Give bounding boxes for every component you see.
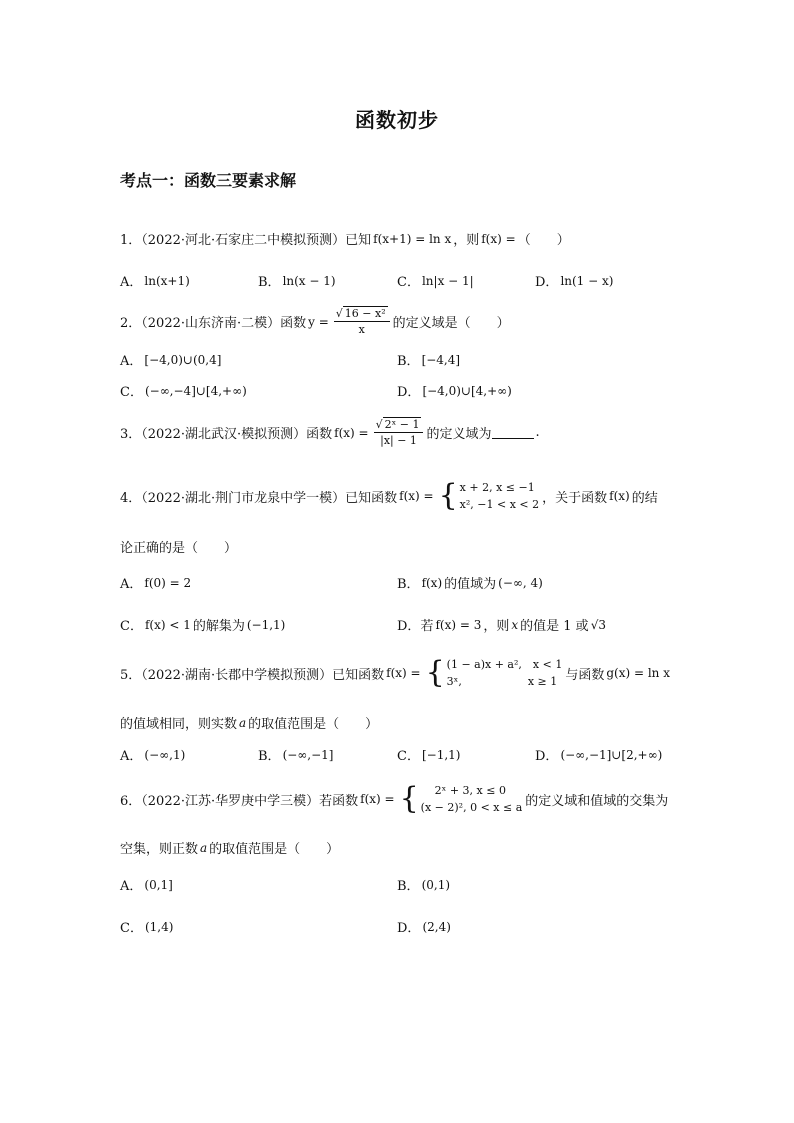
q5-stem: 5．（2022·湖南·长郡中学模拟预测）已知函数 (120, 667, 385, 683)
q4-stem: 4．（2022·湖北·荆门市龙泉中学一模）已知函数 (120, 490, 398, 506)
q3-tail: . (535, 425, 540, 440)
q5-piecewise: { (1 − a)x + a², x < 1 3ˣ, x ≥ 1 (425, 655, 563, 690)
q5-option-d: D． (−∞,−1]∪[2,+∞) (535, 747, 663, 764)
q5-option-c: C． [−1,1) (397, 747, 461, 764)
q2-denominator: x (358, 323, 365, 336)
q5-mid: 与函数 (565, 667, 605, 683)
q6-line-2: 空集，则正数 a 的取值范围是（ ） (120, 840, 340, 857)
q4-fx: f(x) (609, 489, 630, 503)
q1-option-b: B． ln(x − 1) (258, 273, 336, 290)
q6-option-a: A． (0,1] (120, 877, 173, 894)
q4-option-b: B． f(x) 的值域为 (−∞, 4) (397, 575, 543, 592)
q1-math2: f(x) = (481, 231, 516, 246)
q2-lhs: y = (308, 314, 329, 329)
page-title: 函数初步 (355, 108, 439, 132)
q3-denominator: |x| − 1 (380, 434, 417, 447)
q5-option-b: B． (−∞,−1] (258, 747, 334, 764)
q5-case-1: (1 − a)x + a², x < 1 (446, 658, 563, 671)
q6-option-b: B． (0,1) (397, 877, 451, 894)
q1-option-d: D． ln(1 − x) (535, 273, 614, 290)
q3-stem: 3．（2022·湖北武汉·模拟预测）函数 (120, 427, 333, 442)
q4-option-c: C． f(x) < 1 的解集为 (−1,1) (120, 617, 286, 634)
q5-lhs: f(x) = (386, 666, 421, 680)
q4-lhs: f(x) = (399, 489, 434, 503)
q4-end: 的结 (631, 490, 658, 506)
q2-option-c: C． (−∞,−4]∪[4,+∞) (120, 383, 247, 400)
question-1 (120, 229, 570, 248)
section-heading: 考点一：函数三要素求解 (120, 171, 297, 190)
q1-stem: 1．（2022·河北·石家庄二中模拟预测）已知 (120, 233, 372, 248)
q5-line-2: 的值域相同，则实数 a 的取值范围是（ ） (120, 715, 379, 732)
q3-answer-blank (492, 426, 534, 439)
q6-lhs: f(x) = (360, 792, 395, 806)
q4-line-2: 论正确的是（ ） (120, 541, 238, 556)
q1-end: （ ） (517, 233, 570, 248)
q2-stem: 2．（2022·山东济南·二模）函数 (120, 316, 307, 331)
q5-case-2: 3ˣ, x ≥ 1 (446, 675, 558, 688)
q2-fraction: $\frac{\text{√ 16 − x²}}{x}$ (334, 307, 390, 336)
q4-option-d: D． 若 f(x) = 3 ，则 x 的值是 1 或 √3 (397, 617, 606, 634)
q1-option-c: C． ln|x − 1| (397, 273, 474, 290)
q2-option-a: A． [−4,0)∪(0,4] (120, 352, 222, 369)
q2-numerator: 16 − x² (344, 307, 386, 320)
q3-numerator: 2ˣ − 1 (384, 418, 420, 431)
q1-math1: f(x+1) = ln x (373, 231, 452, 246)
q1-mid: ，则 (453, 233, 480, 248)
q4-piecewise: { x + 2, x ≤ −1 x², −1 < x < 2 (438, 478, 540, 513)
q6-option-c: C． (1,4) (120, 919, 174, 936)
q3-lhs: f(x) = (334, 425, 369, 440)
question-6 (120, 782, 668, 816)
q6-piecewise: { 2ˣ + 3, x ≤ 0 (x − 2)², 0 < x ≤ a (399, 781, 523, 816)
q5-option-a: A． (−∞,1) (120, 747, 186, 764)
q4-mid: ，关于函数 (542, 490, 608, 506)
q6-case-1: 2ˣ + 3, x ≤ 0 (434, 784, 506, 797)
q2-end: 的定义域是（ ） (392, 316, 510, 331)
q6-end: 的定义域和值域的交集为 (525, 793, 669, 809)
q3-fraction: $\frac{\text{√ 2ˣ − 1}}{|x| - 1}$ (374, 418, 424, 447)
q5-gx: g(x) = ln x (606, 666, 670, 680)
q1-option-a: A． ln(x+1) (120, 273, 190, 290)
q4-option-a: A． f(0) = 2 (120, 575, 192, 592)
question-5 (120, 656, 672, 690)
q2-option-b: B． [−4,4] (397, 352, 461, 369)
q6-option-d: D． (2,4) (397, 919, 451, 936)
q2-option-d: D． [−4,0)∪[4,+∞) (397, 383, 512, 400)
question-2 (120, 307, 510, 336)
question-3 (120, 418, 540, 447)
q4-case-2: x², −1 < x < 2 (459, 498, 540, 511)
question-4 (120, 479, 658, 513)
q6-case-2: (x − 2)², 0 < x ≤ a (420, 801, 523, 814)
q4-case-1: x + 2, x ≤ −1 (459, 481, 535, 494)
q6-stem: 6．（2022·江苏·华罗庚中学三模）若函数 (120, 793, 359, 809)
q3-end: 的定义域为 (426, 427, 492, 442)
